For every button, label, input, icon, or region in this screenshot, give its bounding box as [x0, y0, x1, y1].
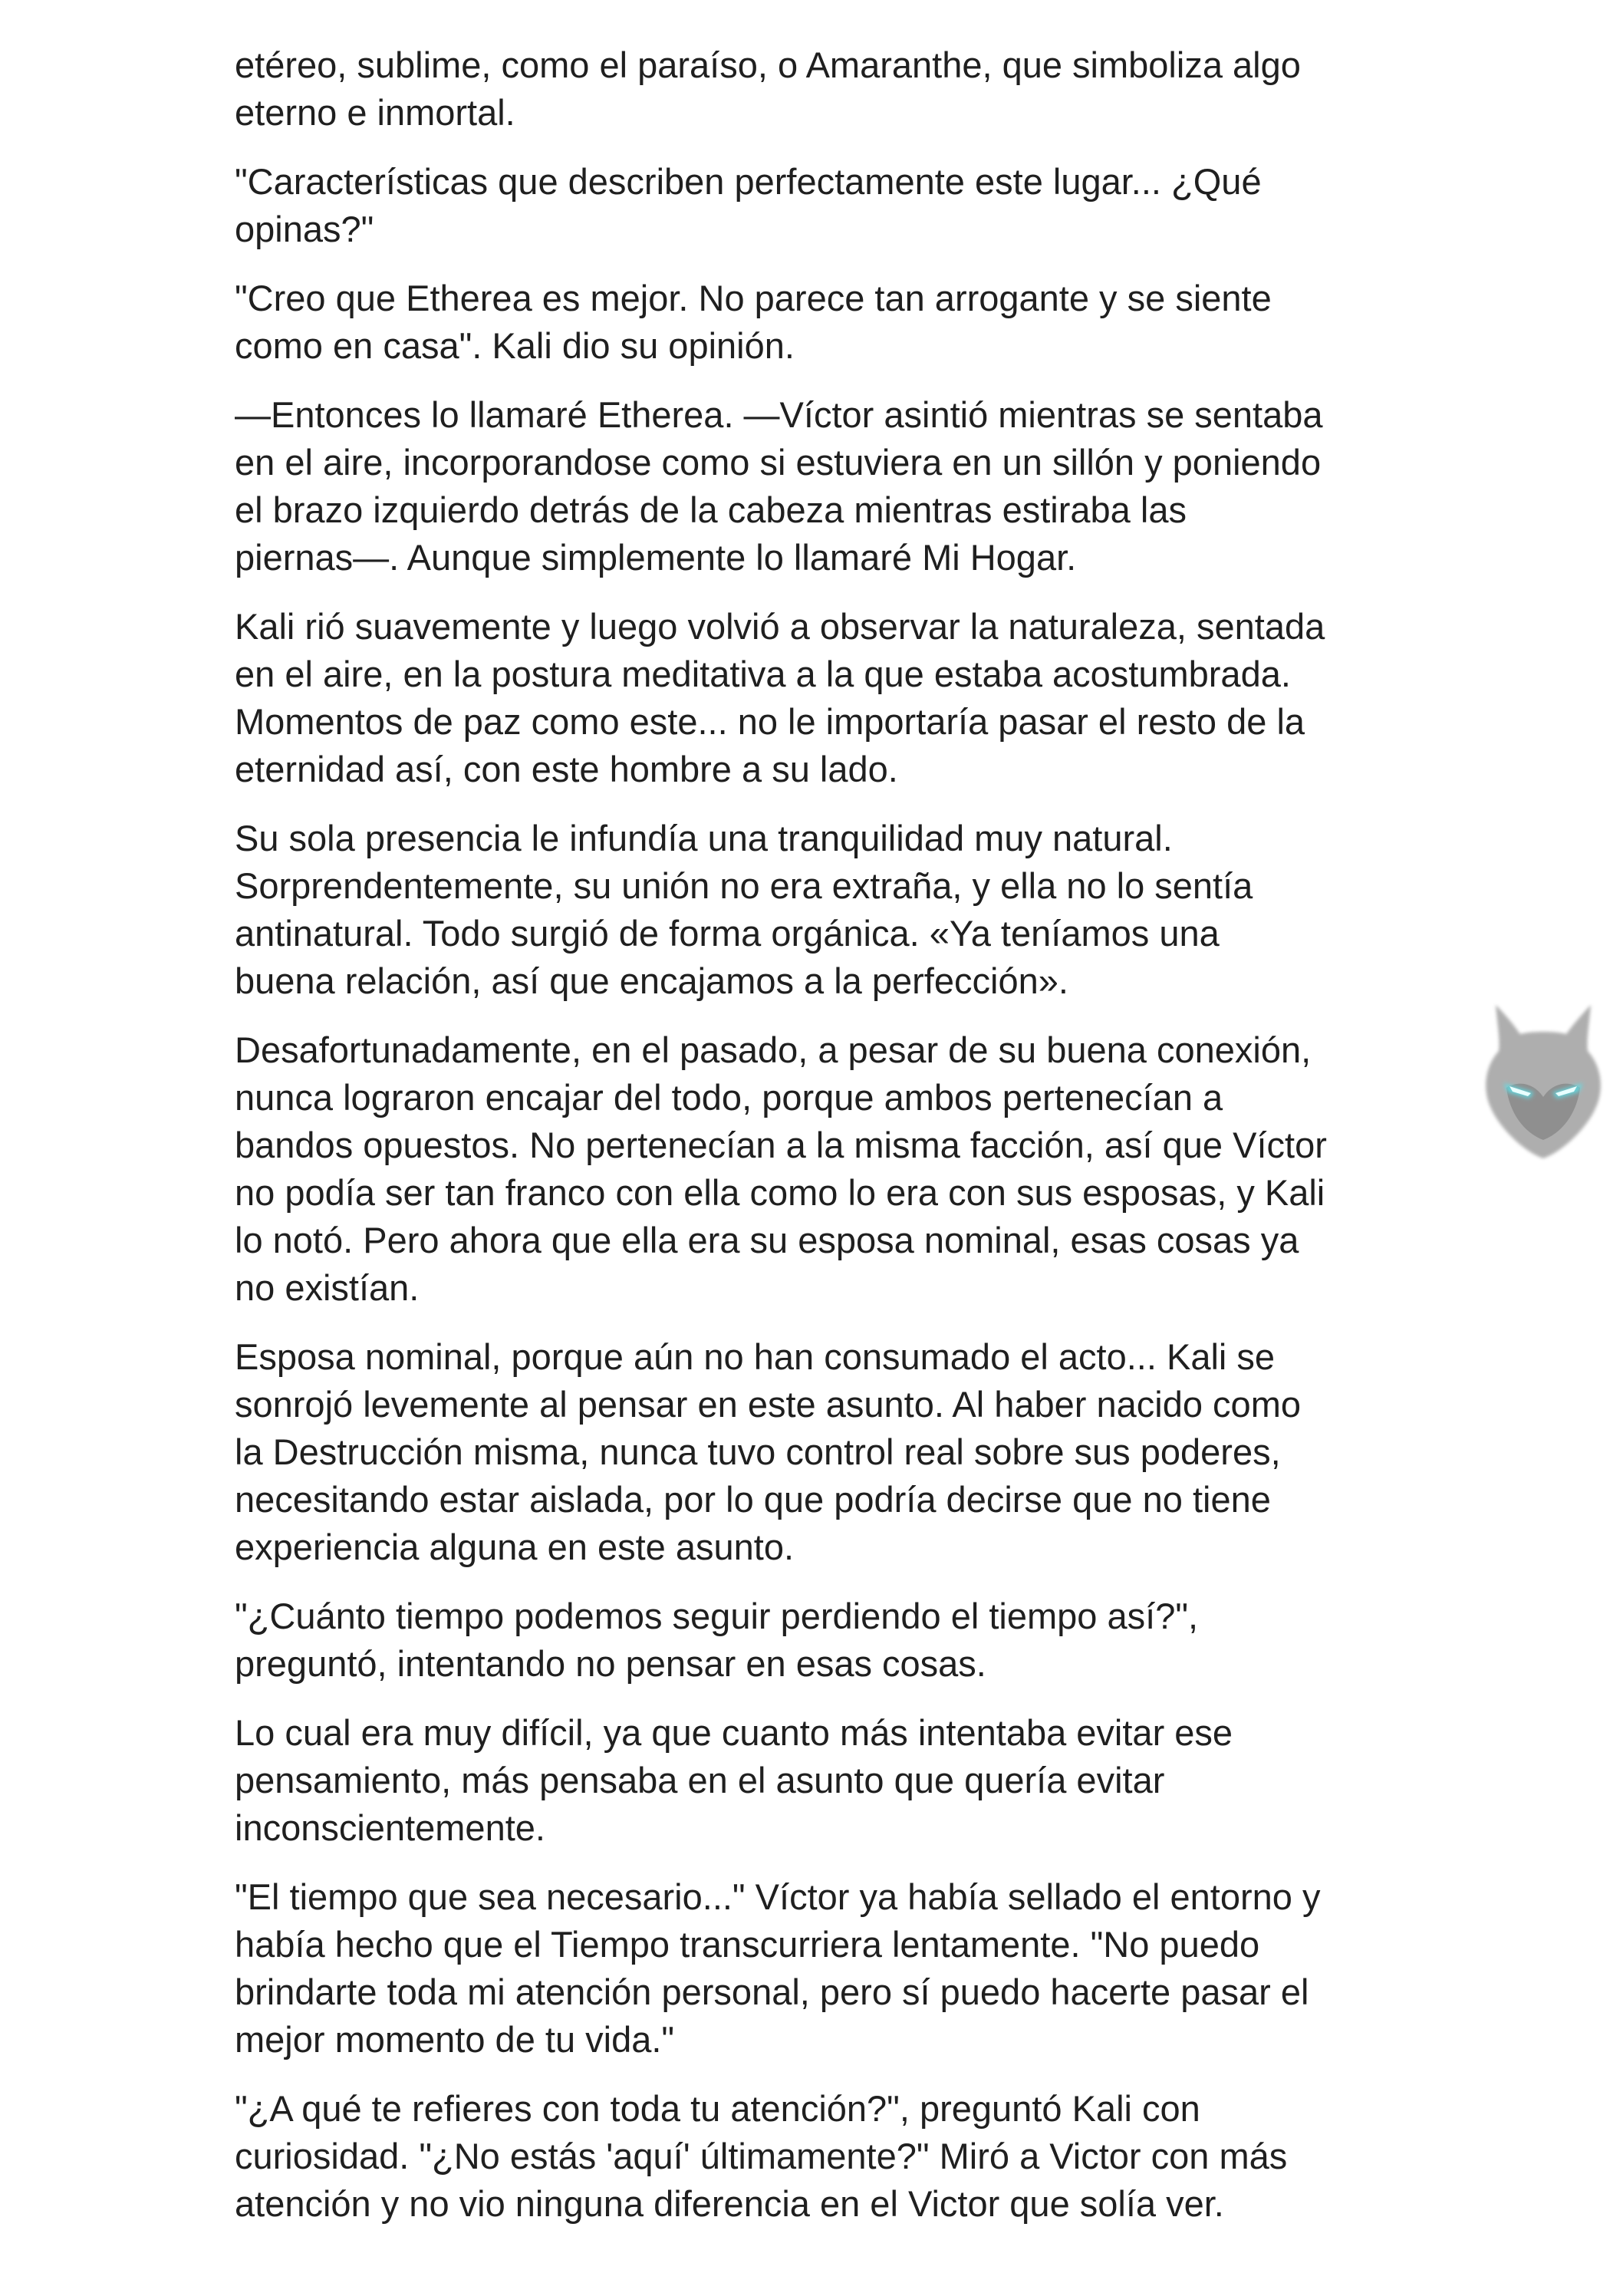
- paragraph: Kali rió suavemente y luego volvió a observar la naturaleza, sentada en el aire, en la postura meditativa a la que estaba acostumbrada. Momentos de paz como este... no le importaría pasar el resto de la eternidad así, con este hombre a su lado.: [235, 606, 1325, 789]
- paragraph: Esposa nominal, porque aún no han consumado el acto... Kali se sonrojó levemente al pensar en este asunto. Al haber nacido como la Destrucción misma, nunca tuvo control real sobre sus poderes, necesitando estar aislada, por lo que podría decirse que no tiene experiencia alguna en este asunto.: [235, 1336, 1301, 1567]
- paragraph: "Características que describen perfectamente este lugar... ¿Qué opinas?": [235, 161, 1262, 249]
- paragraph: —Entonces lo llamaré Etherea. —Víctor asintió mientras se sentaba en el aire, incorporandose como si estuviera en un sillón y poniendo el brazo izquierdo detrás de la cabeza mientras estiraba las piernas—. Aunque simplemente lo llamaré Mi Hogar.: [235, 394, 1323, 578]
- document-body: [235, 41, 1408, 2249]
- demon-head-icon: [1473, 997, 1614, 1166]
- paragraph: "¿A qué te refieres con toda tu atención?", preguntó Kali con curiosidad. "¿No estás 'aquí' últimamente?" Miró a Victor con más atención y no vio ninguna diferencia en el Victor que solía ver.: [235, 2088, 1288, 2224]
- watermark-logo: [1473, 997, 1614, 1166]
- paragraph: Lo cual era muy difícil, ya que cuanto más intentaba evitar ese pensamiento, más pensaba en el asunto que quería evitar inconscientemente.: [235, 1712, 1233, 1848]
- paragraph: "El tiempo que sea necesario..." Víctor ya había sellado el entorno y había hecho que el Tiempo transcurriera lentamente. "No puedo brindarte toda mi atención personal, pero sí puedo hacerte pasar el mejor momento de tu vida.": [235, 1876, 1321, 2060]
- paragraph: Su sola presencia le infundía una tranquilidad muy natural. Sorprendentemente, su unión no era extraña, y ella no lo sentía antinatural. Todo surgió de forma orgánica. «Ya teníamos una buena relación, así que encajamos a la perfección».: [235, 818, 1253, 1001]
- paragraph: Desafortunadamente, en el pasado, a pesar de su buena conexión, nunca lograron encajar del todo, porque ambos pertenecían a bandos opuestos. No pertenecían a la misma facción, así que Víctor no podía ser tan franco con ella como lo era con sus esposas, y Kali lo notó. Pero ahora que ella era su esposa nominal, esas cosas ya no existían.: [235, 1029, 1327, 1308]
- paragraph: "Creo que Etherea es mejor. No parece tan arrogante y se siente como en casa". Kali dio su opinión.: [235, 278, 1272, 366]
- paragraph: "¿Cuánto tiempo podemos seguir perdiendo el tiempo así?", preguntó, intentando no pensar en esas cosas.: [235, 1596, 1199, 1684]
- paragraph: etéreo, sublime, como el paraíso, o Amaranthe, que simboliza algo eterno e inmortal.: [235, 44, 1301, 133]
